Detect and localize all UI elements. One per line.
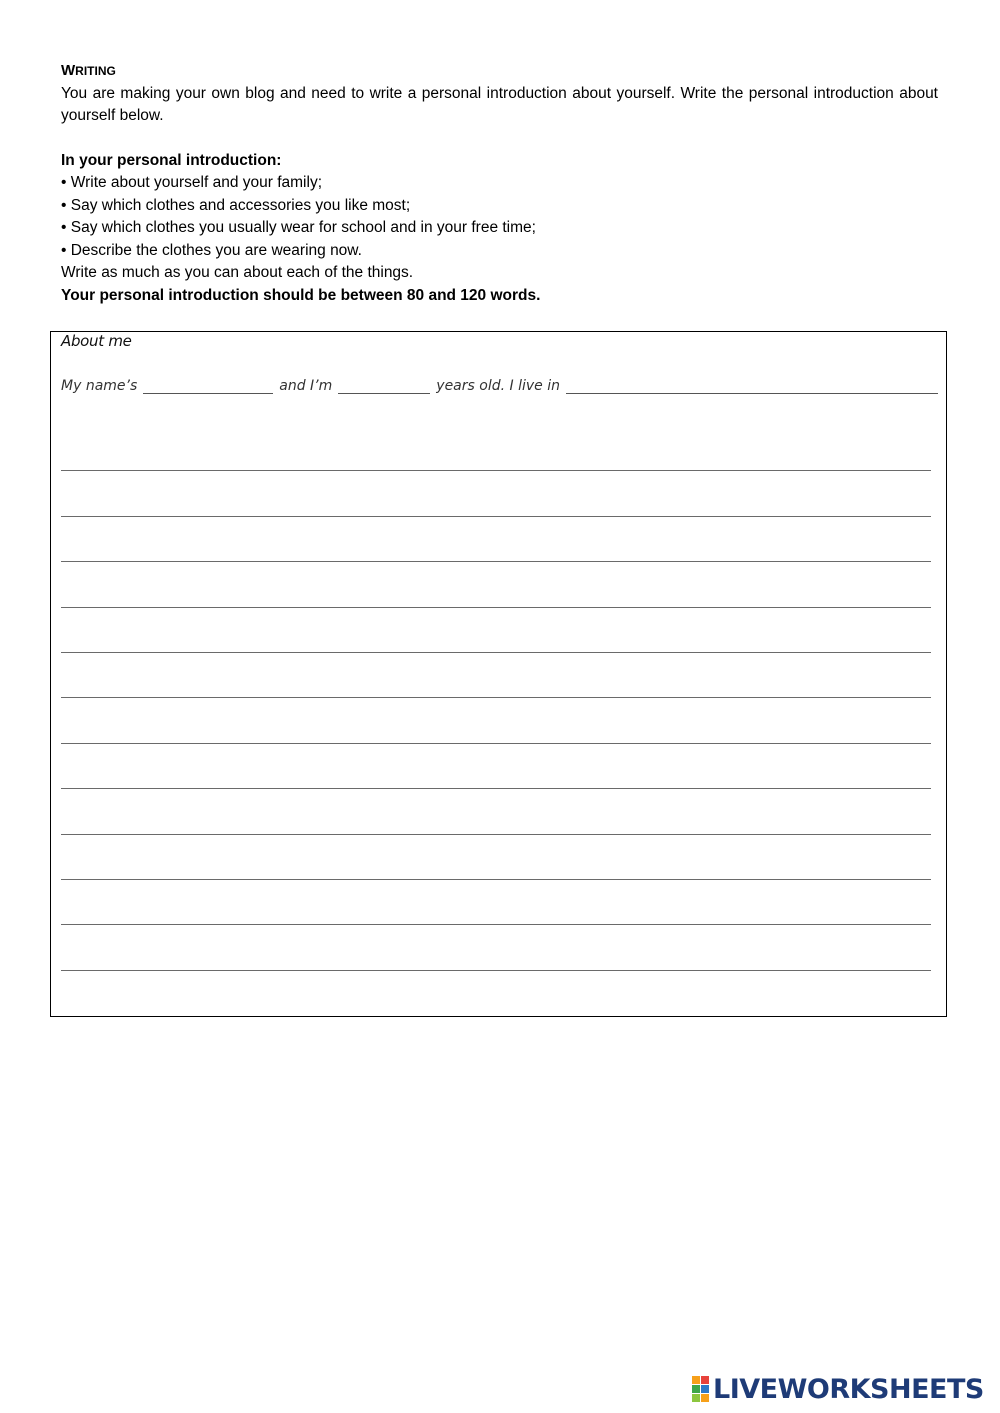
box-heading: About me	[61, 332, 132, 350]
writing-line[interactable]	[61, 789, 931, 834]
logo-square	[692, 1394, 700, 1402]
task-bullet-list	[61, 172, 938, 262]
writing-line[interactable]	[61, 517, 931, 562]
liveworksheets-logo	[692, 1374, 984, 1404]
instructions	[61, 60, 938, 307]
age-blank[interactable]	[338, 379, 430, 394]
prompt-line	[61, 378, 938, 394]
writing-line[interactable]	[61, 835, 931, 880]
writing-line[interactable]	[61, 426, 931, 471]
word-limit: Your personal introduction should be between 80 and 120 words.	[61, 286, 541, 304]
writing-line[interactable]	[61, 744, 931, 789]
task-bullet: • Describe the clothes you are wearing now.	[61, 241, 362, 259]
prompt-place-label: years old. I live in	[436, 378, 560, 394]
ruled-lines	[61, 426, 931, 971]
task-bullet: • Say which clothes you usually wear for school and in your free time;	[61, 219, 536, 236]
name-blank[interactable]	[143, 379, 273, 394]
logo-mark-icon	[692, 1376, 709, 1402]
prompt-age-label: and I’m	[279, 378, 333, 394]
writing-line[interactable]	[61, 698, 931, 743]
task-bullet: • Write about yourself and your family;	[61, 174, 323, 191]
writing-line[interactable]	[61, 562, 931, 607]
writing-line[interactable]	[61, 653, 931, 698]
list-heading: In your personal introduction:	[61, 151, 282, 169]
task-bullet: • Say which clothes and accessories you like most;	[61, 196, 411, 214]
logo-square	[692, 1385, 700, 1393]
logo-square	[701, 1385, 709, 1393]
writing-line[interactable]	[61, 608, 931, 653]
task-description: You are making your own blog and need to write a personal introduction about yourself. Write the personal introduction about yourself below.	[61, 84, 938, 124]
place-blank[interactable]	[566, 379, 938, 394]
prompt-name-label: My name’s	[61, 378, 138, 394]
writing-line[interactable]	[61, 471, 931, 516]
writing-box	[50, 331, 947, 1017]
section-title	[61, 60, 938, 83]
logo-text: LIVEWORKSHEETS	[713, 1373, 984, 1405]
logo-square	[692, 1376, 700, 1384]
section-title-rest: RITING	[75, 64, 116, 78]
writing-line[interactable]	[61, 925, 931, 970]
logo-square	[701, 1394, 709, 1402]
task-note: Write as much as you can about each of the things.	[61, 264, 414, 281]
writing-line[interactable]	[61, 880, 931, 925]
section-title-initial: W	[61, 62, 76, 79]
logo-square	[701, 1376, 709, 1384]
